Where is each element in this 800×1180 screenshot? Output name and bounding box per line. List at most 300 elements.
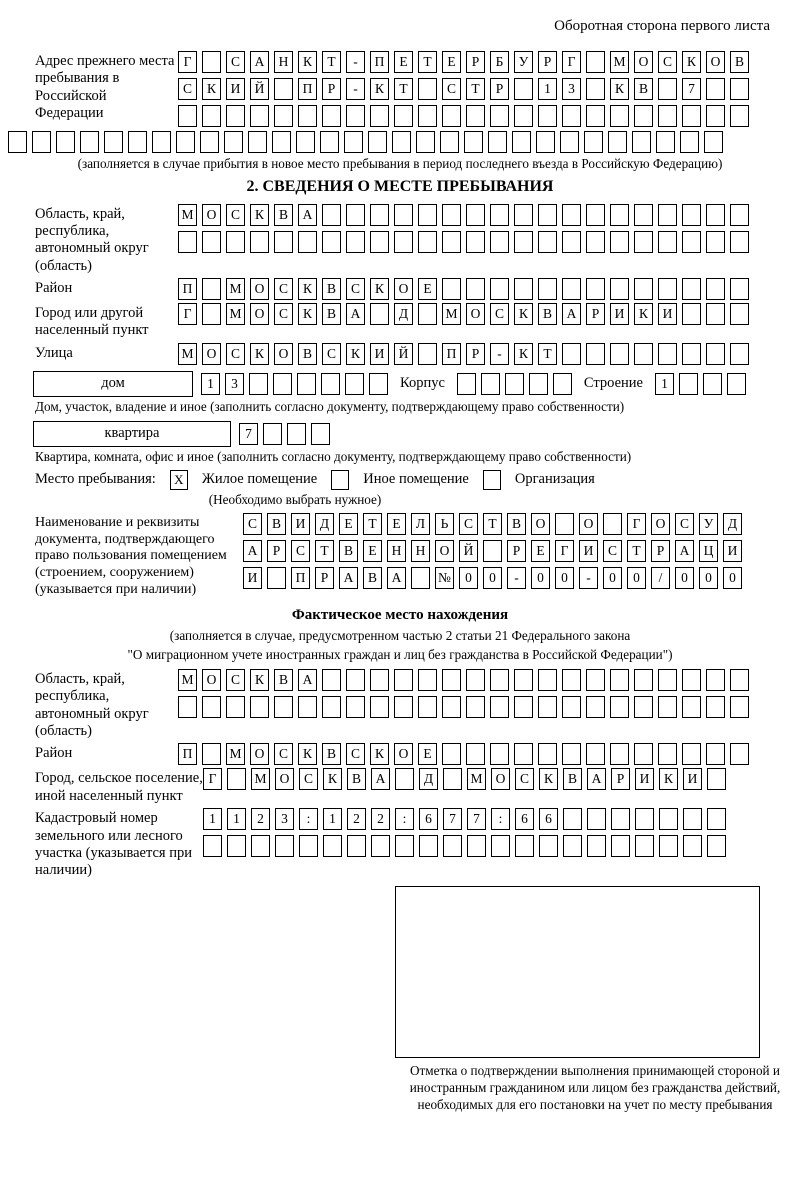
char-cell[interactable]: [514, 696, 533, 718]
char-cell[interactable]: [538, 696, 557, 718]
char-cell[interactable]: [418, 669, 437, 691]
char-cell[interactable]: Д: [723, 513, 742, 535]
char-cell[interactable]: [251, 835, 270, 857]
char-cell[interactable]: [563, 808, 582, 830]
char-cell[interactable]: К: [323, 768, 342, 790]
char-cell[interactable]: [272, 131, 291, 153]
char-cell[interactable]: 0: [459, 567, 478, 589]
char-cell[interactable]: [730, 231, 749, 253]
char-cell[interactable]: А: [562, 303, 581, 325]
char-cell[interactable]: [586, 278, 605, 300]
char-cell[interactable]: [586, 105, 605, 127]
char-cell[interactable]: [466, 105, 485, 127]
char-cell[interactable]: 7: [239, 423, 258, 445]
char-cell[interactable]: И: [226, 78, 245, 100]
char-cell[interactable]: В: [634, 78, 653, 100]
char-cell[interactable]: Н: [411, 540, 430, 562]
char-cell[interactable]: [490, 204, 509, 226]
char-cell[interactable]: Е: [418, 743, 437, 765]
char-cell[interactable]: В: [507, 513, 526, 535]
char-cell[interactable]: [178, 105, 197, 127]
char-cell[interactable]: [560, 131, 579, 153]
char-cell[interactable]: [176, 131, 195, 153]
char-cell[interactable]: [370, 303, 389, 325]
char-cell[interactable]: И: [370, 343, 389, 365]
char-cell[interactable]: [658, 204, 677, 226]
char-cell[interactable]: [634, 669, 653, 691]
char-cell[interactable]: С: [178, 78, 197, 100]
char-cell[interactable]: С: [322, 343, 341, 365]
char-cell[interactable]: [634, 278, 653, 300]
char-cell[interactable]: О: [394, 743, 413, 765]
char-cell[interactable]: [610, 343, 629, 365]
char-cell[interactable]: [32, 131, 51, 153]
char-cell[interactable]: [658, 231, 677, 253]
char-cell[interactable]: [730, 743, 749, 765]
char-cell[interactable]: [562, 105, 581, 127]
char-cell[interactable]: В: [274, 204, 293, 226]
char-cell[interactable]: [442, 204, 461, 226]
char-cell[interactable]: [466, 204, 485, 226]
char-cell[interactable]: М: [178, 204, 197, 226]
char-cell[interactable]: Т: [418, 51, 437, 73]
char-cell[interactable]: [683, 835, 702, 857]
char-cell[interactable]: К: [298, 303, 317, 325]
checkbox-organization[interactable]: [483, 470, 501, 490]
char-cell[interactable]: [515, 835, 534, 857]
char-cell[interactable]: [227, 768, 246, 790]
char-cell[interactable]: 1: [203, 808, 222, 830]
char-cell[interactable]: [274, 696, 293, 718]
char-cell[interactable]: [539, 835, 558, 857]
char-cell[interactable]: [706, 696, 725, 718]
char-cell[interactable]: [481, 373, 500, 395]
char-cell[interactable]: С: [226, 669, 245, 691]
char-cell[interactable]: К: [659, 768, 678, 790]
char-cell[interactable]: [586, 204, 605, 226]
char-cell[interactable]: [562, 343, 581, 365]
char-cell[interactable]: [273, 373, 292, 395]
char-cell[interactable]: О: [466, 303, 485, 325]
char-cell[interactable]: [418, 231, 437, 253]
char-cell[interactable]: [682, 696, 701, 718]
char-cell[interactable]: [457, 373, 476, 395]
char-cell[interactable]: К: [370, 278, 389, 300]
char-cell[interactable]: Г: [555, 540, 574, 562]
char-cell[interactable]: 6: [539, 808, 558, 830]
char-cell[interactable]: [418, 204, 437, 226]
char-cell[interactable]: [202, 696, 221, 718]
char-cell[interactable]: [490, 231, 509, 253]
char-cell[interactable]: [682, 231, 701, 253]
char-cell[interactable]: [346, 204, 365, 226]
char-cell[interactable]: -: [579, 567, 598, 589]
char-cell[interactable]: 0: [483, 567, 502, 589]
char-cell[interactable]: [346, 696, 365, 718]
char-cell[interactable]: [680, 131, 699, 153]
char-cell[interactable]: [703, 373, 722, 395]
char-cell[interactable]: К: [514, 303, 533, 325]
char-cell[interactable]: В: [322, 743, 341, 765]
char-cell[interactable]: [514, 231, 533, 253]
char-cell[interactable]: [394, 231, 413, 253]
char-cell[interactable]: 0: [603, 567, 622, 589]
char-cell[interactable]: Р: [466, 51, 485, 73]
char-cell[interactable]: [634, 231, 653, 253]
char-cell[interactable]: Ц: [699, 540, 718, 562]
char-cell[interactable]: [440, 131, 459, 153]
char-cell[interactable]: [370, 696, 389, 718]
char-cell[interactable]: [443, 768, 462, 790]
char-cell[interactable]: [344, 131, 363, 153]
char-cell[interactable]: [298, 105, 317, 127]
char-cell[interactable]: Р: [611, 768, 630, 790]
char-cell[interactable]: [563, 835, 582, 857]
char-cell[interactable]: [586, 669, 605, 691]
char-cell[interactable]: [370, 669, 389, 691]
char-cell[interactable]: [730, 105, 749, 127]
char-cell[interactable]: №: [435, 567, 454, 589]
char-cell[interactable]: [267, 567, 286, 589]
char-cell[interactable]: Р: [315, 567, 334, 589]
char-cell[interactable]: П: [178, 278, 197, 300]
char-cell[interactable]: [224, 131, 243, 153]
char-cell[interactable]: [682, 204, 701, 226]
char-cell[interactable]: Р: [538, 51, 557, 73]
char-cell[interactable]: [682, 743, 701, 765]
char-cell[interactable]: 2: [251, 808, 270, 830]
char-cell[interactable]: 3: [225, 373, 244, 395]
char-cell[interactable]: [200, 131, 219, 153]
char-cell[interactable]: С: [658, 51, 677, 73]
char-cell[interactable]: К: [250, 669, 269, 691]
char-cell[interactable]: [635, 835, 654, 857]
char-cell[interactable]: К: [539, 768, 558, 790]
char-cell[interactable]: [562, 696, 581, 718]
char-cell[interactable]: Е: [339, 513, 358, 535]
char-cell[interactable]: О: [634, 51, 653, 73]
char-cell[interactable]: Т: [394, 78, 413, 100]
char-cell[interactable]: А: [587, 768, 606, 790]
char-cell[interactable]: 3: [562, 78, 581, 100]
char-cell[interactable]: [418, 105, 437, 127]
char-cell[interactable]: С: [243, 513, 262, 535]
char-cell[interactable]: [538, 743, 557, 765]
char-cell[interactable]: [320, 131, 339, 153]
char-cell[interactable]: 0: [723, 567, 742, 589]
char-cell[interactable]: [345, 373, 364, 395]
char-cell[interactable]: О: [202, 343, 221, 365]
char-cell[interactable]: [202, 105, 221, 127]
char-cell[interactable]: [730, 303, 749, 325]
char-cell[interactable]: У: [514, 51, 533, 73]
char-cell[interactable]: [555, 513, 574, 535]
char-cell[interactable]: [562, 231, 581, 253]
char-cell[interactable]: [321, 373, 340, 395]
char-cell[interactable]: Т: [322, 51, 341, 73]
char-cell[interactable]: Р: [322, 78, 341, 100]
char-cell[interactable]: [442, 278, 461, 300]
char-cell[interactable]: К: [298, 51, 317, 73]
char-cell[interactable]: М: [178, 343, 197, 365]
char-cell[interactable]: [610, 669, 629, 691]
char-cell[interactable]: [311, 423, 330, 445]
char-cell[interactable]: -: [490, 343, 509, 365]
char-cell[interactable]: Р: [267, 540, 286, 562]
char-cell[interactable]: [514, 105, 533, 127]
char-cell[interactable]: 3: [275, 808, 294, 830]
char-cell[interactable]: К: [250, 204, 269, 226]
char-cell[interactable]: [250, 696, 269, 718]
checkbox-other-premises[interactable]: [331, 470, 349, 490]
char-cell[interactable]: [322, 696, 341, 718]
char-cell[interactable]: [586, 51, 605, 73]
char-cell[interactable]: К: [298, 743, 317, 765]
char-cell[interactable]: В: [274, 669, 293, 691]
char-cell[interactable]: 7: [443, 808, 462, 830]
char-cell[interactable]: [370, 204, 389, 226]
char-cell[interactable]: О: [275, 768, 294, 790]
char-cell[interactable]: А: [298, 204, 317, 226]
char-cell[interactable]: [584, 131, 603, 153]
char-cell[interactable]: В: [563, 768, 582, 790]
char-cell[interactable]: [152, 131, 171, 153]
char-cell[interactable]: И: [683, 768, 702, 790]
char-cell[interactable]: -: [507, 567, 526, 589]
char-cell[interactable]: [418, 696, 437, 718]
char-cell[interactable]: И: [658, 303, 677, 325]
char-cell[interactable]: Д: [315, 513, 334, 535]
char-cell[interactable]: [394, 669, 413, 691]
char-cell[interactable]: [250, 105, 269, 127]
char-cell[interactable]: Т: [466, 78, 485, 100]
char-cell[interactable]: [202, 278, 221, 300]
char-cell[interactable]: Р: [466, 343, 485, 365]
char-cell[interactable]: [538, 231, 557, 253]
char-cell[interactable]: 1: [227, 808, 246, 830]
char-cell[interactable]: Г: [627, 513, 646, 535]
char-cell[interactable]: [443, 835, 462, 857]
char-cell[interactable]: И: [635, 768, 654, 790]
char-cell[interactable]: [128, 131, 147, 153]
char-cell[interactable]: [706, 669, 725, 691]
char-cell[interactable]: 1: [323, 808, 342, 830]
char-cell[interactable]: Л: [411, 513, 430, 535]
char-cell[interactable]: [553, 373, 572, 395]
char-cell[interactable]: [275, 835, 294, 857]
char-cell[interactable]: [226, 696, 245, 718]
char-cell[interactable]: [730, 669, 749, 691]
char-cell[interactable]: [656, 131, 675, 153]
char-cell[interactable]: 1: [655, 373, 674, 395]
char-cell[interactable]: [682, 278, 701, 300]
char-cell[interactable]: 0: [627, 567, 646, 589]
char-cell[interactable]: К: [370, 743, 389, 765]
char-cell[interactable]: Б: [490, 51, 509, 73]
char-cell[interactable]: [611, 835, 630, 857]
char-cell[interactable]: 6: [419, 808, 438, 830]
char-cell[interactable]: [346, 105, 365, 127]
char-cell[interactable]: Е: [387, 513, 406, 535]
char-cell[interactable]: [706, 78, 725, 100]
char-cell[interactable]: [505, 373, 524, 395]
char-cell[interactable]: К: [610, 78, 629, 100]
char-cell[interactable]: С: [490, 303, 509, 325]
char-cell[interactable]: [369, 373, 388, 395]
char-cell[interactable]: [202, 231, 221, 253]
char-cell[interactable]: С: [299, 768, 318, 790]
char-cell[interactable]: С: [274, 303, 293, 325]
char-cell[interactable]: П: [291, 567, 310, 589]
char-cell[interactable]: [322, 669, 341, 691]
char-cell[interactable]: [483, 540, 502, 562]
char-cell[interactable]: [707, 835, 726, 857]
char-cell[interactable]: [634, 105, 653, 127]
char-cell[interactable]: О: [531, 513, 550, 535]
char-cell[interactable]: О: [250, 278, 269, 300]
char-cell[interactable]: [490, 105, 509, 127]
char-cell[interactable]: Д: [394, 303, 413, 325]
char-cell[interactable]: [727, 373, 746, 395]
char-cell[interactable]: [610, 105, 629, 127]
char-cell[interactable]: [634, 743, 653, 765]
char-cell[interactable]: С: [226, 204, 245, 226]
char-cell[interactable]: [611, 808, 630, 830]
char-cell[interactable]: [226, 231, 245, 253]
char-cell[interactable]: О: [491, 768, 510, 790]
char-cell[interactable]: [418, 303, 437, 325]
char-cell[interactable]: [202, 743, 221, 765]
char-cell[interactable]: [418, 343, 437, 365]
char-cell[interactable]: [8, 131, 27, 153]
char-cell[interactable]: В: [298, 343, 317, 365]
char-cell[interactable]: [56, 131, 75, 153]
char-cell[interactable]: Г: [178, 51, 197, 73]
char-cell[interactable]: К: [682, 51, 701, 73]
char-cell[interactable]: 1: [201, 373, 220, 395]
char-cell[interactable]: [322, 105, 341, 127]
char-cell[interactable]: [538, 278, 557, 300]
char-cell[interactable]: [730, 696, 749, 718]
char-cell[interactable]: [610, 231, 629, 253]
char-cell[interactable]: [466, 231, 485, 253]
char-cell[interactable]: [562, 204, 581, 226]
char-cell[interactable]: Т: [538, 343, 557, 365]
char-cell[interactable]: [490, 696, 509, 718]
char-cell[interactable]: Р: [490, 78, 509, 100]
char-cell[interactable]: О: [435, 540, 454, 562]
char-cell[interactable]: [514, 78, 533, 100]
char-cell[interactable]: [586, 743, 605, 765]
char-cell[interactable]: [529, 373, 548, 395]
char-cell[interactable]: [395, 768, 414, 790]
char-cell[interactable]: О: [274, 343, 293, 365]
char-cell[interactable]: [392, 131, 411, 153]
char-cell[interactable]: [562, 669, 581, 691]
char-cell[interactable]: 7: [682, 78, 701, 100]
char-cell[interactable]: Р: [651, 540, 670, 562]
char-cell[interactable]: [394, 105, 413, 127]
char-cell[interactable]: Е: [363, 540, 382, 562]
char-cell[interactable]: [296, 131, 315, 153]
char-cell[interactable]: [514, 743, 533, 765]
char-cell[interactable]: [587, 835, 606, 857]
char-cell[interactable]: :: [395, 808, 414, 830]
char-cell[interactable]: С: [675, 513, 694, 535]
char-cell[interactable]: С: [226, 343, 245, 365]
char-cell[interactable]: [679, 373, 698, 395]
char-cell[interactable]: [368, 131, 387, 153]
char-cell[interactable]: [416, 131, 435, 153]
char-cell[interactable]: [683, 808, 702, 830]
char-cell[interactable]: И: [291, 513, 310, 535]
char-cell[interactable]: В: [538, 303, 557, 325]
char-cell[interactable]: [707, 808, 726, 830]
char-cell[interactable]: [466, 669, 485, 691]
char-cell[interactable]: [370, 105, 389, 127]
char-cell[interactable]: [658, 78, 677, 100]
char-cell[interactable]: С: [459, 513, 478, 535]
char-cell[interactable]: [299, 835, 318, 857]
char-cell[interactable]: 7: [467, 808, 486, 830]
char-cell[interactable]: :: [299, 808, 318, 830]
char-cell[interactable]: А: [250, 51, 269, 73]
char-cell[interactable]: [706, 278, 725, 300]
char-cell[interactable]: [442, 743, 461, 765]
char-cell[interactable]: [250, 231, 269, 253]
char-cell[interactable]: [466, 278, 485, 300]
char-cell[interactable]: [370, 231, 389, 253]
char-cell[interactable]: [298, 696, 317, 718]
char-cell[interactable]: 2: [371, 808, 390, 830]
char-cell[interactable]: К: [634, 303, 653, 325]
char-cell[interactable]: Т: [627, 540, 646, 562]
char-cell[interactable]: :: [491, 808, 510, 830]
char-cell[interactable]: И: [243, 567, 262, 589]
char-cell[interactable]: А: [371, 768, 390, 790]
char-cell[interactable]: [178, 696, 197, 718]
char-cell[interactable]: [706, 743, 725, 765]
char-cell[interactable]: [371, 835, 390, 857]
char-cell[interactable]: А: [243, 540, 262, 562]
char-cell[interactable]: С: [442, 78, 461, 100]
char-cell[interactable]: М: [442, 303, 461, 325]
char-cell[interactable]: [706, 303, 725, 325]
char-cell[interactable]: /: [651, 567, 670, 589]
char-cell[interactable]: [538, 204, 557, 226]
char-cell[interactable]: [514, 204, 533, 226]
char-cell[interactable]: О: [579, 513, 598, 535]
char-cell[interactable]: Н: [387, 540, 406, 562]
char-cell[interactable]: [586, 231, 605, 253]
char-cell[interactable]: [395, 835, 414, 857]
char-cell[interactable]: [442, 231, 461, 253]
char-cell[interactable]: [418, 78, 437, 100]
char-cell[interactable]: [322, 231, 341, 253]
char-cell[interactable]: Г: [562, 51, 581, 73]
char-cell[interactable]: [707, 768, 726, 790]
char-cell[interactable]: [347, 835, 366, 857]
char-cell[interactable]: [226, 105, 245, 127]
char-cell[interactable]: В: [730, 51, 749, 73]
char-cell[interactable]: [608, 131, 627, 153]
char-cell[interactable]: [488, 131, 507, 153]
char-cell[interactable]: [467, 835, 486, 857]
char-cell[interactable]: 0: [531, 567, 550, 589]
char-cell[interactable]: К: [250, 343, 269, 365]
char-cell[interactable]: В: [363, 567, 382, 589]
char-cell[interactable]: [634, 204, 653, 226]
